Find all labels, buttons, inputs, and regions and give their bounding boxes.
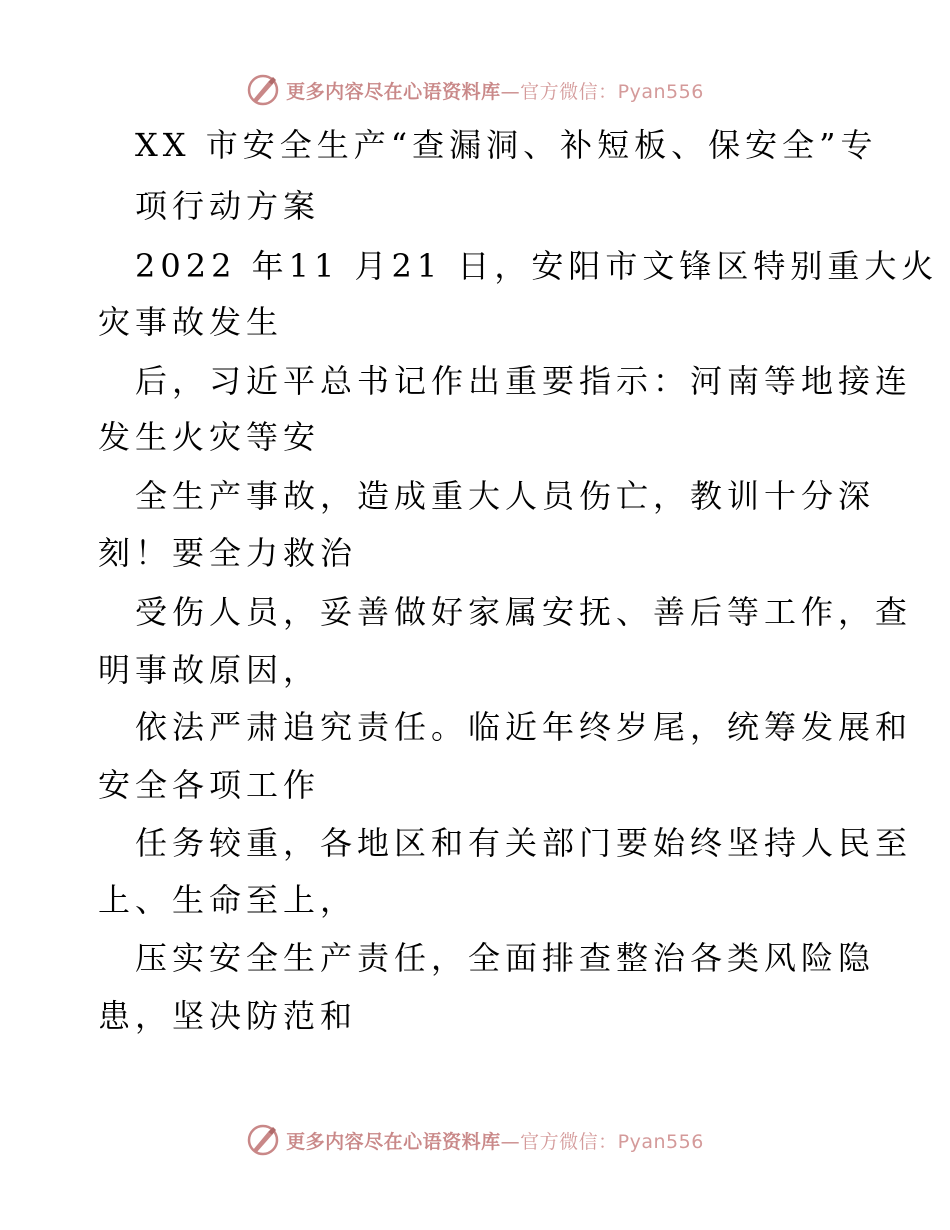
paragraph-line: 2022 年11 月21 日，安阳市文锋区特别重大火	[135, 247, 939, 285]
watermark-wechat-text: 官方微信：Pyan556	[520, 80, 704, 103]
document-title-line-1: XX 市安全生产“查漏洞、补短板、保安全”专	[135, 126, 878, 164]
paragraph-line: 任务较重，各地区和有关部门要始终坚持人民至	[135, 824, 913, 862]
paragraph-line: 依法严肃追究责任。临近年终岁尾，统筹发展和	[135, 708, 913, 746]
paragraph-line: 后，习近平总书记作出重要指示：河南等地接连	[135, 362, 913, 400]
paragraph-line: 发生火灾等安	[98, 418, 321, 456]
header-watermark	[0, 70, 950, 110]
pen-logo-icon	[246, 73, 280, 107]
paragraph-line: 患，坚决防范和	[98, 997, 358, 1035]
paragraph-line: 全生产事故，造成重大人员伤亡，教训十分深	[135, 477, 876, 515]
watermark-dash: —	[500, 1130, 521, 1153]
paragraph-line: 上、生命至上，	[98, 881, 358, 919]
pen-logo-icon	[246, 1123, 280, 1157]
watermark-main-text: 更多内容尽在心语资料库	[286, 1130, 501, 1153]
paragraph-line: 刻！要全力救治	[98, 534, 358, 572]
paragraph-line: 灾事故发生	[98, 303, 284, 341]
watermark-wechat-text: 官方微信：Pyan556	[520, 1130, 704, 1153]
watermark-dash: —	[500, 80, 521, 103]
paragraph-line: 受伤人员，妥善做好家属安抚、善后等工作，查	[135, 593, 913, 631]
watermark-main-text: 更多内容尽在心语资料库	[286, 80, 501, 103]
paragraph-line: 明事故原因，	[98, 651, 321, 689]
watermark-text	[286, 77, 704, 104]
paragraph-line: 安全各项工作	[98, 766, 321, 804]
footer-watermark	[0, 1120, 950, 1160]
paragraph-line: 压实安全生产责任，全面排查整治各类风险隐	[135, 939, 876, 977]
document-title-line-2: 项行动方案	[135, 187, 321, 225]
watermark-text	[286, 1127, 704, 1154]
